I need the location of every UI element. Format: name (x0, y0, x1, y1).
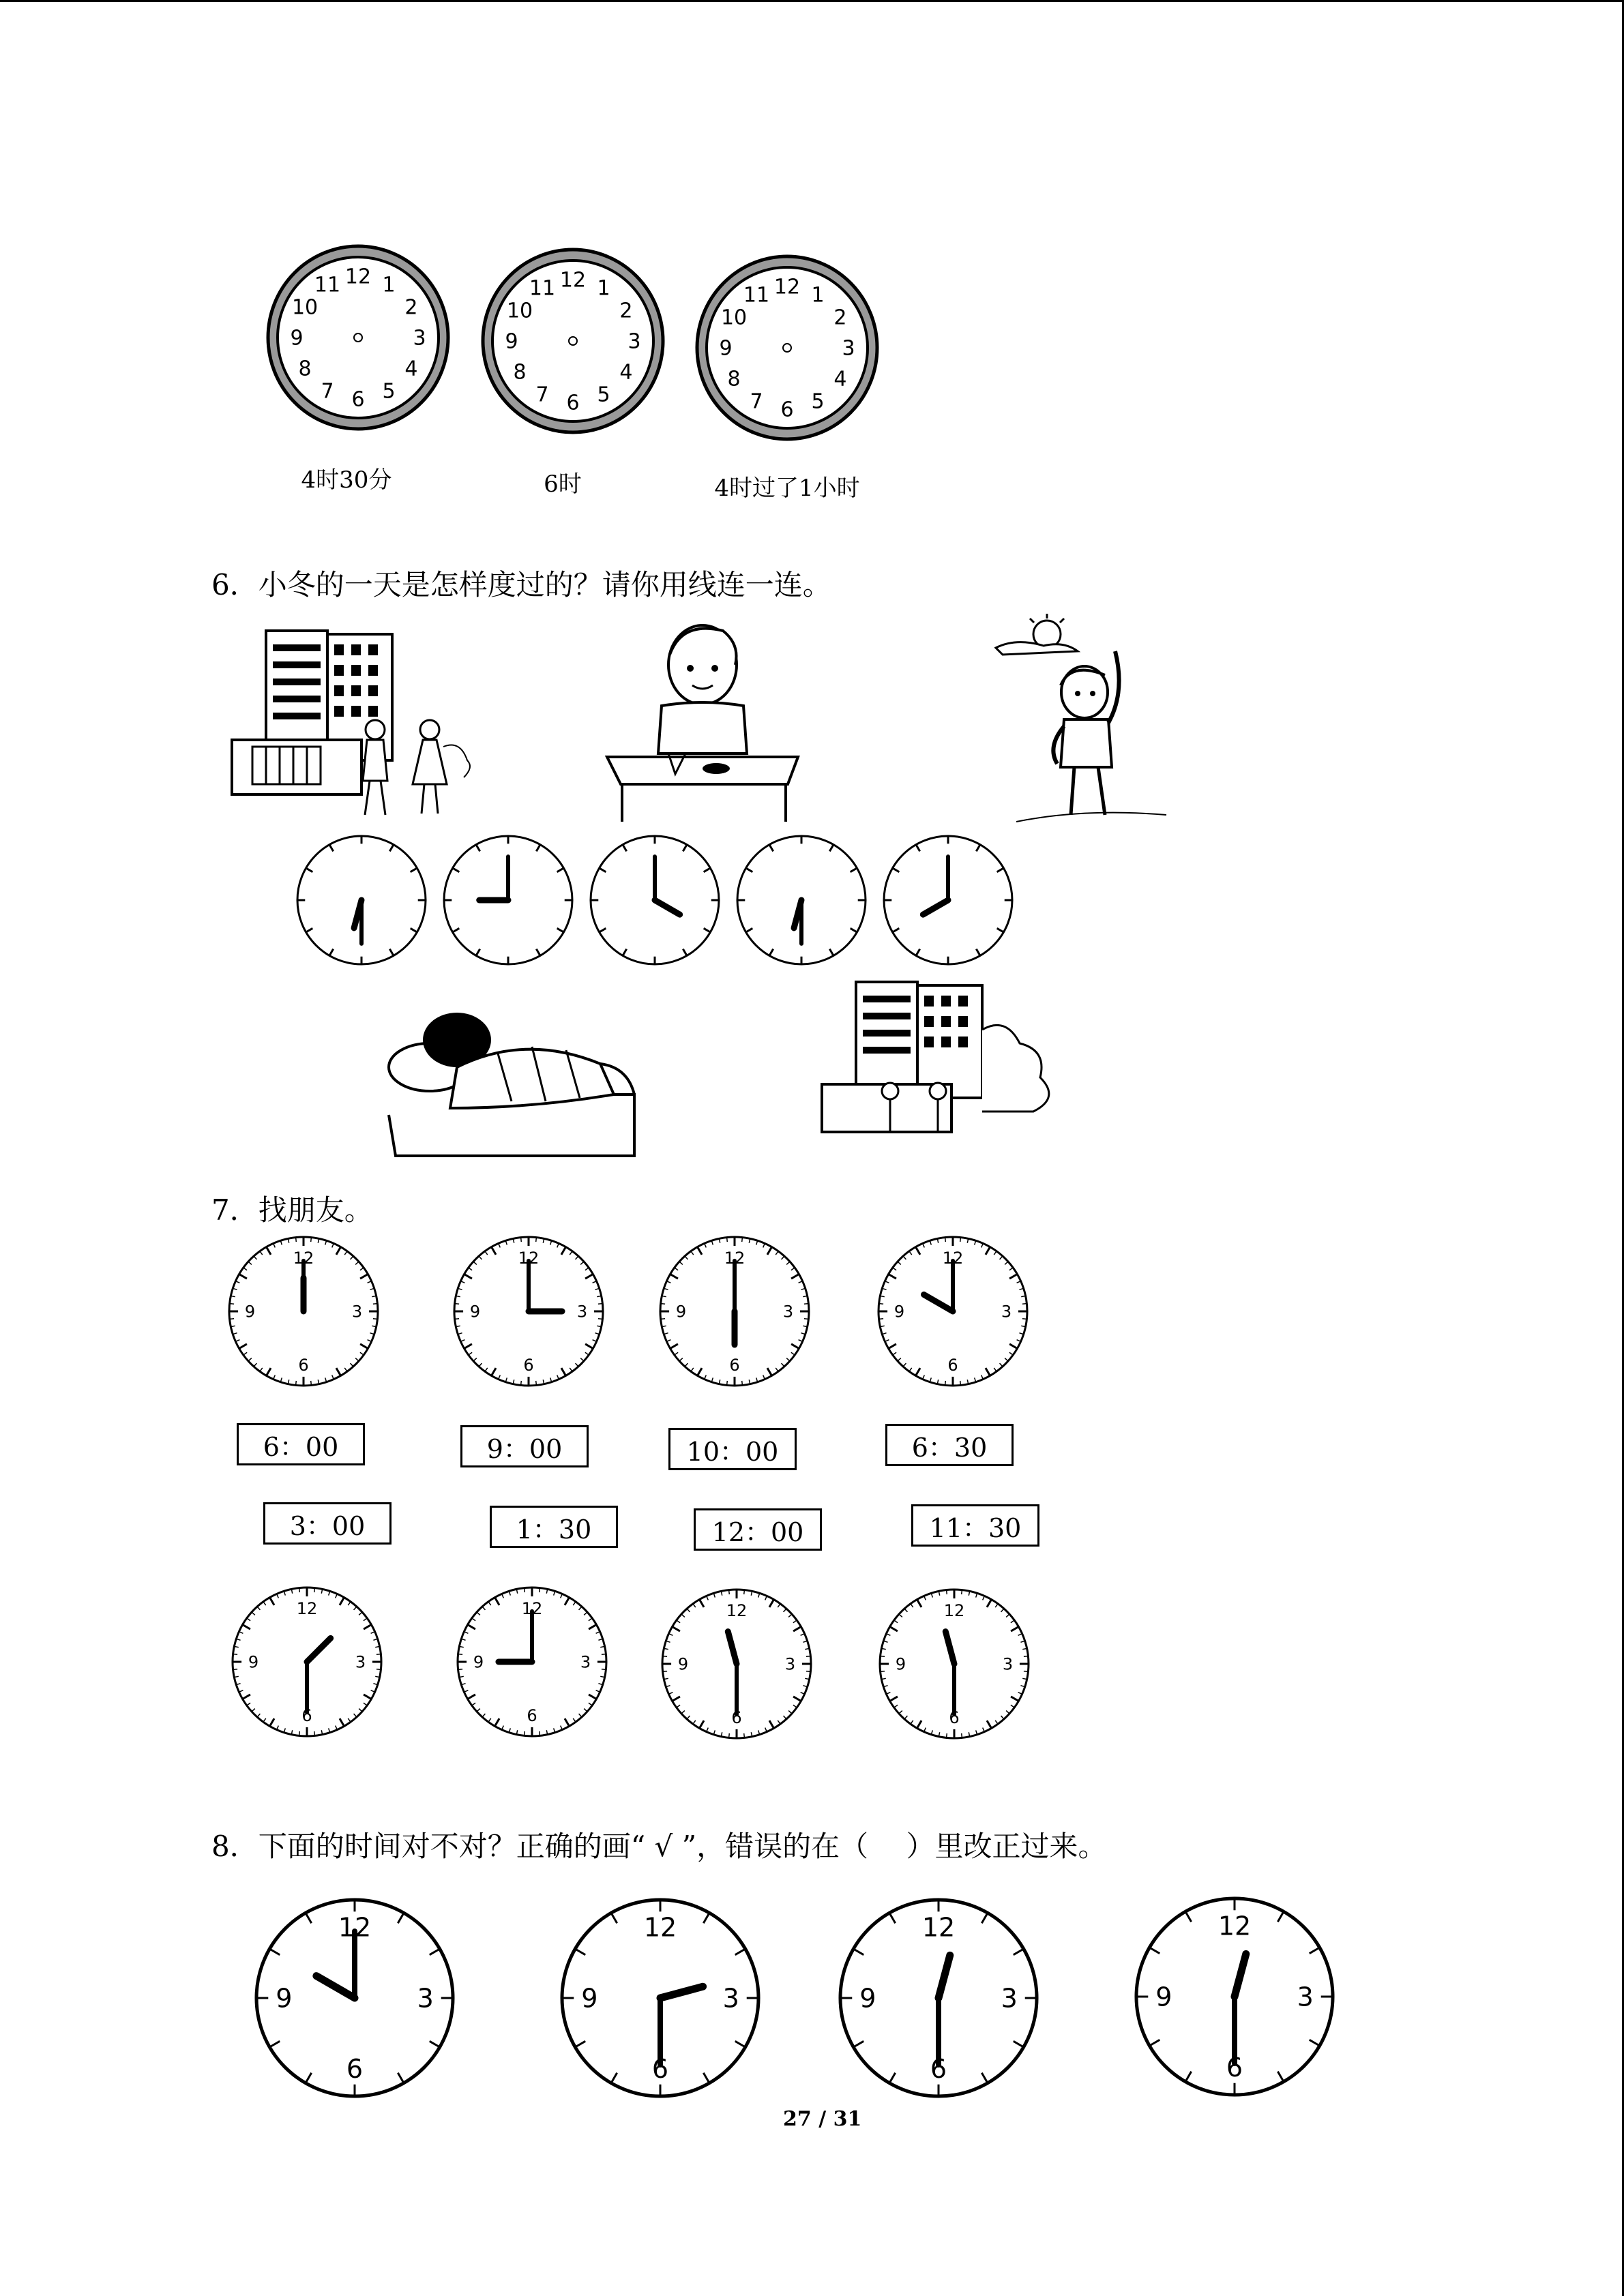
page-top-border (0, 0, 1624, 2)
clock-tick (663, 1671, 668, 1672)
clock-number: 9 (859, 1983, 876, 2014)
clock-tick (314, 1588, 315, 1593)
clock-number: 6 (298, 1355, 309, 1375)
clock-number: 12 (293, 1248, 314, 1268)
clock-number: 1 (597, 276, 610, 301)
clock-number: 9 (473, 1652, 484, 1672)
clock-number: 12 (726, 1600, 748, 1620)
clock-tick (744, 1733, 745, 1738)
clock-face (558, 1896, 763, 2100)
clock-number: 3 (413, 326, 426, 351)
clock-number: 6 (527, 1705, 537, 1725)
clock-tick (945, 1381, 946, 1386)
clock-number: 9 (505, 329, 518, 354)
clock-tick (960, 1238, 961, 1242)
clock-caption: 4时过了1小时 (714, 475, 860, 502)
clock-number: 6 (949, 1708, 960, 1727)
clock-number: 9 (469, 1302, 481, 1322)
clock-number: 3 (628, 329, 641, 354)
clock-tick (377, 1669, 381, 1670)
clock-number: 9 (276, 1983, 293, 2014)
time-label: 11：30 (911, 1504, 1039, 1547)
clock-number: 2 (833, 305, 847, 330)
clock-tick (314, 1731, 315, 1736)
time-label: 6：30 (885, 1424, 1014, 1466)
clock-number: 12 (942, 1248, 964, 1268)
school-building-illustration (225, 624, 498, 829)
clock-number: 9 (677, 1654, 689, 1674)
clock-tick (296, 1381, 297, 1386)
clock-tick (804, 1319, 809, 1320)
clock-center (569, 337, 577, 345)
clock-number: 3 (1297, 1982, 1314, 2012)
clock-tick (311, 1381, 312, 1386)
clock-number: 3 (722, 1983, 739, 2014)
clock-number: 6 (651, 2053, 669, 2084)
clock-face (450, 1233, 607, 1390)
clock-tick (458, 1654, 463, 1655)
clock-number: 3 (1001, 1302, 1012, 1322)
clock-number: 6 (780, 398, 794, 422)
clock-tick (806, 1671, 811, 1672)
clock-face (874, 1233, 1031, 1390)
time-label: 10：00 (668, 1428, 797, 1470)
clock-number: 3 (417, 1983, 434, 2014)
question-8-title: 8．下面的时间对不对？正确的画“ √ ”，错误的在（ ）里改正过来。 (211, 1830, 1107, 1863)
clock-number: 6 (729, 1355, 740, 1375)
clock-number: 4 (404, 357, 418, 381)
clock-tick (233, 1654, 238, 1655)
clock-caption: 4时30分 (301, 466, 392, 494)
clock-number: 12 (296, 1598, 318, 1618)
clock-number: 3 (355, 1652, 366, 1672)
clock-number: 12 (338, 1912, 372, 1943)
clock-caption: 6时 (544, 471, 582, 498)
clock-tick (1022, 1319, 1027, 1320)
boy-waking-up-sunrise-illustration (989, 610, 1180, 829)
time-label: 1：30 (490, 1506, 618, 1548)
clock-tick (299, 1731, 300, 1736)
clock-number: 12 (724, 1248, 745, 1268)
question-7-title: 7．找朋友。 (211, 1193, 373, 1227)
clock-face (587, 832, 723, 968)
clock-number: 3 (576, 1302, 588, 1322)
clock-number: 7 (535, 383, 549, 407)
clock-number: 6 (930, 2053, 947, 2084)
clock-number: 12 (344, 265, 372, 289)
clock-tick (1024, 1671, 1029, 1672)
clock-tick (233, 1669, 238, 1670)
clock-number: 9 (894, 1302, 905, 1322)
clock-number: 11 (743, 283, 770, 308)
clock-tick (373, 1319, 378, 1320)
clock-number: 3 (1002, 1654, 1014, 1674)
time-label: 6：00 (237, 1423, 365, 1465)
blank-clock-face (692, 242, 883, 453)
clock-face (733, 832, 870, 968)
clock-tick (727, 1381, 728, 1386)
clock-number: 7 (750, 389, 763, 414)
clock-tick (536, 1238, 537, 1242)
clock-tick (727, 1238, 728, 1242)
boy-sleeping-in-bed-illustration (375, 992, 662, 1163)
clock-center (783, 344, 791, 352)
clock-number: 12 (773, 275, 801, 299)
clock-number: 10 (291, 295, 319, 320)
clock-face (1132, 1894, 1337, 2099)
clock-center (354, 333, 362, 342)
clock-number: 3 (1001, 1983, 1018, 2014)
clock-tick (602, 1654, 606, 1655)
clock-number: 9 (581, 1983, 598, 2014)
clock-tick (296, 1238, 297, 1242)
clock-number: 3 (784, 1654, 796, 1674)
clock-tick (455, 1319, 460, 1320)
clock-face (225, 1233, 382, 1390)
blank-clock-face (263, 232, 454, 443)
clock-number: 9 (248, 1652, 259, 1672)
clock-face (656, 1233, 813, 1390)
clock-tick (960, 1381, 961, 1386)
clock-tick (661, 1319, 666, 1320)
clock-tick (806, 1656, 811, 1657)
clock-number: 9 (1155, 1982, 1172, 2012)
clock-number: 12 (559, 268, 587, 293)
clock-tick (879, 1319, 884, 1320)
clock-tick (311, 1238, 312, 1242)
clock-number: 5 (811, 389, 825, 414)
clock-number: 6 (947, 1355, 958, 1375)
clock-face (658, 1585, 815, 1742)
clock-tick (1024, 1656, 1029, 1657)
clock-number: 9 (290, 326, 304, 351)
clock-number: 3 (351, 1302, 363, 1322)
clock-number: 11 (529, 276, 556, 301)
clock-number: 6 (523, 1355, 534, 1375)
page-number: 27 / 31 (783, 2107, 862, 2131)
clock-number: 9 (895, 1654, 906, 1674)
clock-number: 12 (943, 1600, 965, 1620)
clock-number: 2 (404, 295, 418, 320)
clock-face (454, 1583, 610, 1740)
clock-number: 6 (1226, 2052, 1243, 2083)
clock-tick (945, 1238, 946, 1242)
clock-number: 3 (842, 336, 855, 361)
clock-tick (742, 1381, 743, 1386)
clock-tick (602, 1669, 606, 1670)
clock-number: 10 (720, 305, 748, 330)
clock-number: 9 (244, 1302, 256, 1322)
clock-face (293, 832, 430, 968)
clock-tick (230, 1319, 235, 1320)
clock-number: 4 (619, 360, 633, 385)
clock-number: 6 (731, 1708, 742, 1727)
clock-tick (663, 1656, 668, 1657)
boy-at-breakfast-table-illustration (600, 617, 805, 822)
clock-number: 9 (675, 1302, 687, 1322)
clock-number: 12 (521, 1598, 543, 1618)
clock-number: 8 (298, 357, 312, 381)
time-label: 12：00 (694, 1508, 822, 1551)
clock-tick (377, 1654, 381, 1655)
clock-face (880, 832, 1016, 968)
clock-face (440, 832, 576, 968)
clock-tick (598, 1319, 603, 1320)
blank-clock-face (477, 235, 668, 447)
clock-number: 3 (580, 1652, 591, 1672)
time-label: 9：00 (460, 1425, 589, 1467)
clock-number: 6 (301, 1705, 312, 1725)
clock-face (876, 1585, 1033, 1742)
school-building-afternoon-illustration (815, 975, 1074, 1159)
clock-number: 7 (321, 379, 334, 404)
clock-number: 6 (346, 2053, 364, 2084)
clock-number: 2 (619, 299, 633, 323)
clock-number: 12 (643, 1912, 677, 1943)
clock-number: 6 (566, 391, 580, 415)
clock-number: 8 (727, 367, 741, 391)
clock-tick (521, 1238, 522, 1242)
clock-number: 11 (314, 273, 341, 297)
clock-tick (521, 1381, 522, 1386)
clock-face (836, 1896, 1041, 2100)
clock-tick (881, 1671, 885, 1672)
clock-number: 12 (1217, 1911, 1252, 1941)
clock-number: 5 (597, 383, 610, 407)
clock-face (252, 1896, 457, 2100)
clock-number: 8 (513, 360, 527, 385)
clock-number: 5 (382, 379, 396, 404)
clock-number: 1 (382, 273, 396, 297)
clock-number: 6 (351, 387, 365, 412)
clock-tick (729, 1590, 730, 1595)
clock-number: 3 (782, 1302, 794, 1322)
clock-number: 12 (518, 1248, 540, 1268)
clock-number: 12 (921, 1912, 956, 1943)
clock-number: 10 (506, 299, 533, 323)
clock-tick (729, 1733, 730, 1738)
clock-number: 1 (811, 283, 825, 308)
clock-tick (458, 1669, 463, 1670)
clock-tick (536, 1381, 537, 1386)
clock-number: 9 (719, 336, 733, 361)
clock-tick (744, 1590, 745, 1595)
clock-tick (299, 1588, 300, 1593)
clock-tick (742, 1238, 743, 1242)
clock-face (228, 1583, 385, 1740)
question-6-title: 6．小冬的一天是怎样度过的？请你用线连一连。 (211, 568, 831, 601)
clock-number: 4 (833, 367, 847, 391)
time-label: 3：00 (263, 1502, 392, 1545)
clock-tick (881, 1656, 885, 1657)
